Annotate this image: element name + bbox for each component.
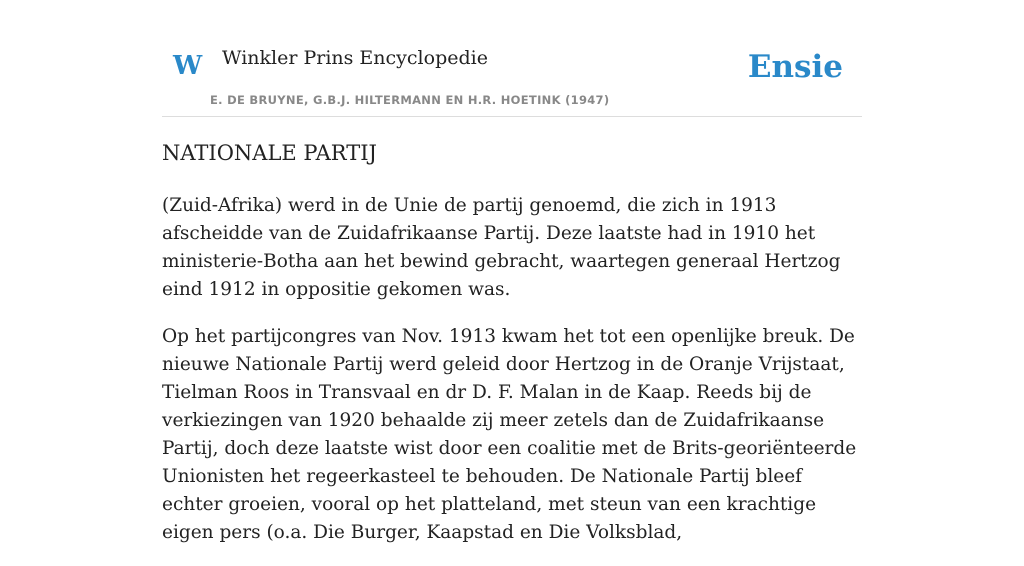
publication-logo-icon[interactable]: W (173, 51, 203, 81)
publication-authors: E. DE BRUYNE, G.B.J. HILTERMANN EN H.R. HOETINK (1947) (210, 93, 610, 107)
ensie-logo-link[interactable]: Ensie (747, 49, 843, 85)
publication-title-link[interactable]: Winkler Prins Encyclopedie (222, 47, 488, 69)
header (162, 0, 862, 117)
article-paragraph: Op het partijcongres van Nov. 1913 kwam het tot een openlijke breuk. De nieuwe Nationale Partij werd geleid door Hertzog in de Oranje Vrijstaat, Tielman Roos in Transvaal en dr D. F. Malan in de Kaap. Reeds bij de verkiezingen van 1920 behaalde zij meer zetels dan de Zuidafrikaanse Partij, doch deze laatste wist door een coalitie met de Brits-georiënteerde Unionisten het regeerkasteel te behouden. De Nationale Partij bleef echter groeien, vooral op het platteland, met steun van een krachtige eigen pers (o.a. Die Burger, Kaapstad en Die Volksblad, (162, 326, 857, 543)
page-container (162, 0, 862, 543)
article-title: NATIONALE PARTIJ (162, 141, 377, 165)
article-paragraph: (Zuid-Afrika) werd in de Unie de partij genoemd, die zich in 1913 afscheidde van de Zuidafrikaanse Partij. Deze laatste had in 1910 het ministerie-Botha aan het bewind gebracht, waartegen generaal Hertzog eind 1912 in oppositie gekomen was. (162, 195, 841, 300)
article-body (162, 192, 862, 566)
